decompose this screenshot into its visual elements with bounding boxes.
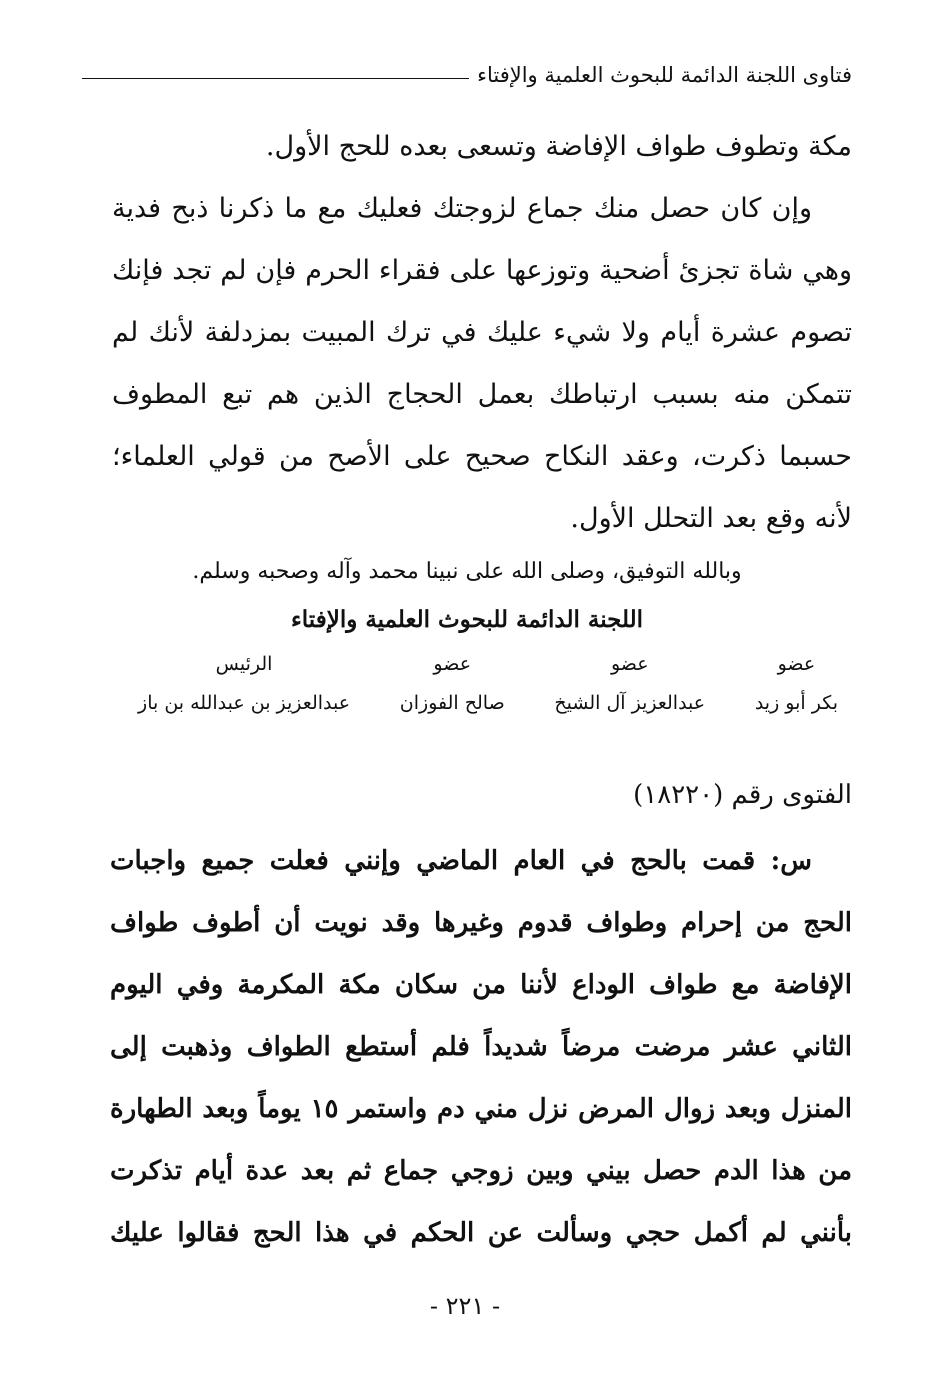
running-header-title: فتاوى اللجنة الدائمة للبحوث العلمية والإفتاء	[477, 63, 852, 87]
answer-continuation	[112, 116, 852, 178]
signatories-block	[138, 648, 838, 726]
signatory-name: صالح الفوزان	[399, 692, 505, 714]
answer-line: مكة وتطوف طواف الإفاضة وتسعى بعده للحج الأول.	[265, 131, 852, 162]
running-header	[82, 58, 852, 92]
signatory	[554, 648, 705, 726]
question-paragraph	[110, 830, 852, 1264]
closing-formula: وبالله التوفيق، وصلى الله على نبينا محمد وآله وصحبه وسلم.	[192, 559, 742, 584]
page-number: - ٢٢١ -	[429, 1292, 501, 1320]
signatory	[755, 648, 838, 726]
signatory-role: عضو	[610, 653, 649, 675]
committee-title: اللجنة الدائمة للبحوث العلمية والإفتاء	[290, 606, 644, 633]
answer-paragraph	[112, 178, 852, 550]
signatory	[400, 648, 505, 726]
signatory-role: عضو	[433, 653, 472, 675]
question-text: س: قمت بالحج في العام الماضي وإنني فعلت جميع واجبات الحج من إحرام وطواف قدوم وغيرها وقد نويت أن أطوف طواف الإفاضة مع طواف الوداع لأننا من سكان مكة المكرمة وفي اليوم الثاني عشر مرضت مرضاً شديداً فلم أستطع الطواف وذهبت إلى المنزل وبعد زوال المرض نزل مني دم واستمر ١٥ يوماً وبعد الطهارة من هذا الدم حصل بيني وبين زوجي جماع ثم بعد عدة أيام تذكرت بأنني لم أكمل حجي وسألت عن الحكم في هذا الحج فقالوا عليك	[110, 846, 853, 1248]
fatwa-number: الفتوى رقم (١٨٢٢٠)	[633, 780, 852, 810]
signatory-role: الرئيس	[215, 653, 273, 675]
signatory	[138, 648, 350, 726]
answer-paragraph-text: وإن كان حصل منك جماع لزوجتك فعليك مع ما ذكرنا ذبح فدية وهي شاة تجزئ أضحية وتوزعها على فقراء الحرم فإن لم تجد فإنك تصوم عشرة أيام ولا شيء عليك في ترك المبيت بمزدلفة لأنك لم تتمكن منه بسبب ارتباطك بعمل الحجاج الذين هم تبع المطوف حسبما ذكرت، وعقد النكاح صحيح على الأصح من قولي العلماء؛ لأنه وقع بعد التحلل الأول.	[112, 193, 852, 534]
signatory-name: عبدالعزيز آل الشيخ	[554, 692, 706, 714]
signatory-name: بكر أبو زيد	[754, 692, 838, 714]
signatory-role: عضو	[777, 653, 816, 675]
header-rule	[82, 78, 469, 79]
signatory-name: عبدالعزيز بن عبدالله بن باز	[138, 692, 351, 714]
